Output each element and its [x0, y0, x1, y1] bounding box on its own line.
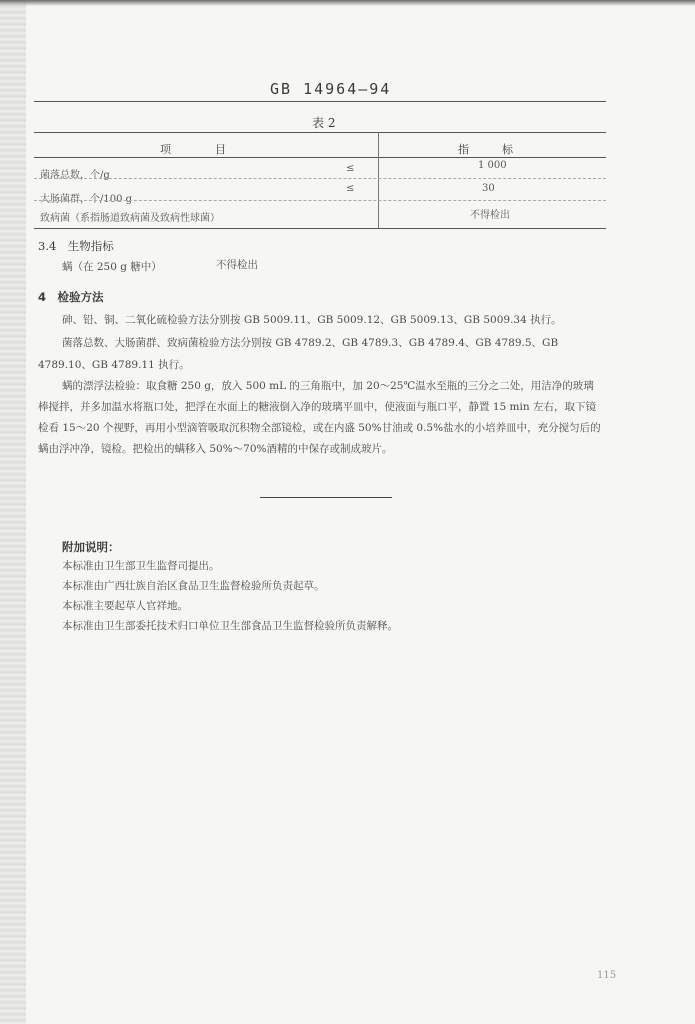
- end-rule: [260, 497, 392, 498]
- page-number: 115: [597, 970, 617, 981]
- appendix-line: 本标准由广西壮族自治区食品卫生监督检验所负责起草。: [62, 580, 325, 592]
- paragraph-mite-method: 螨的漂浮法检验：取食糖 250 g，放入 500 mL 的三角瓶中，加 20～25℃温水至瓶的三分之二处，用洁净的玻璃棒搅拌，并多加温水将瓶口处，把浮在水面上的糖液倒入净的玻璃平皿中，使液面与瓶口平，静置 15 min 左右，取下镜检看 15～20 个视野，再用小型滴管吸取沉积物全部镜检，或在内盛 50%甘油或 0.5%盐水的小培养皿中，充分搅匀后的螨由浮冲净，镜检。把检出的螨移入 50%～70%酒精的中保存或制成玻片。: [38, 380, 601, 455]
- scan-edge-left: [0, 0, 26, 1024]
- row-unit: ≤: [346, 183, 355, 194]
- appendix-heading: 附加说明：: [62, 540, 120, 554]
- header-rule: [34, 101, 606, 102]
- row-rule: [34, 200, 606, 201]
- row-item: 大肠菌群，个/100 g: [40, 194, 133, 205]
- row-value: 1 000: [478, 160, 507, 171]
- paragraph-micro-methods: 菌落总数、大肠菌群、致病菌检验方法分别按 GB 4789.2、GB 4789.3、GB 4789.4、GB 4789.5、GB 4789.10、GB 4789.11 执行。: [38, 337, 559, 371]
- table-header-indicator: 指 标: [458, 143, 513, 156]
- appendix-line: 本标准由卫生部卫生监督司提出。: [62, 560, 220, 572]
- section-4-heading: 4 检验方法: [38, 290, 104, 304]
- row-rule: [34, 178, 606, 179]
- table-bottom-rule: [34, 228, 606, 229]
- appendix-line: 本标准由卫生部委托技术归口单位卫生部食品卫生监督检验所负责解释。: [62, 620, 398, 632]
- row-value: 不得检出: [470, 210, 510, 221]
- standard-code: GB 14964—94: [270, 80, 392, 98]
- section-3-4-heading: 3.4 生物指标: [38, 239, 114, 253]
- section-3-4-line: 螨（在 250 g 糖中）: [62, 261, 162, 273]
- table-title: 表 2: [312, 116, 336, 130]
- row-item: 致病菌（系指肠道致病菌及致病性球菌）: [40, 213, 220, 224]
- row-value: 30: [482, 183, 495, 194]
- table-header-rule: [34, 157, 606, 158]
- appendix-line: 本标准主要起草人官祥地。: [62, 600, 188, 612]
- section-3-4-value: 不得检出: [216, 259, 258, 271]
- table-top-rule: [34, 132, 606, 133]
- row-unit: ≤: [346, 163, 355, 174]
- table-header-item: 项 目: [160, 143, 226, 156]
- table-col-divider: [378, 132, 379, 228]
- row-item: 菌落总数，个/g: [40, 170, 110, 181]
- paragraph-chem-methods: 砷、铅、铜、二氧化硫检验方法分别按 GB 5009.11、GB 5009.12、GB 5009.13、GB 5009.34 执行。: [62, 314, 562, 326]
- scan-edge-top: [0, 0, 695, 6]
